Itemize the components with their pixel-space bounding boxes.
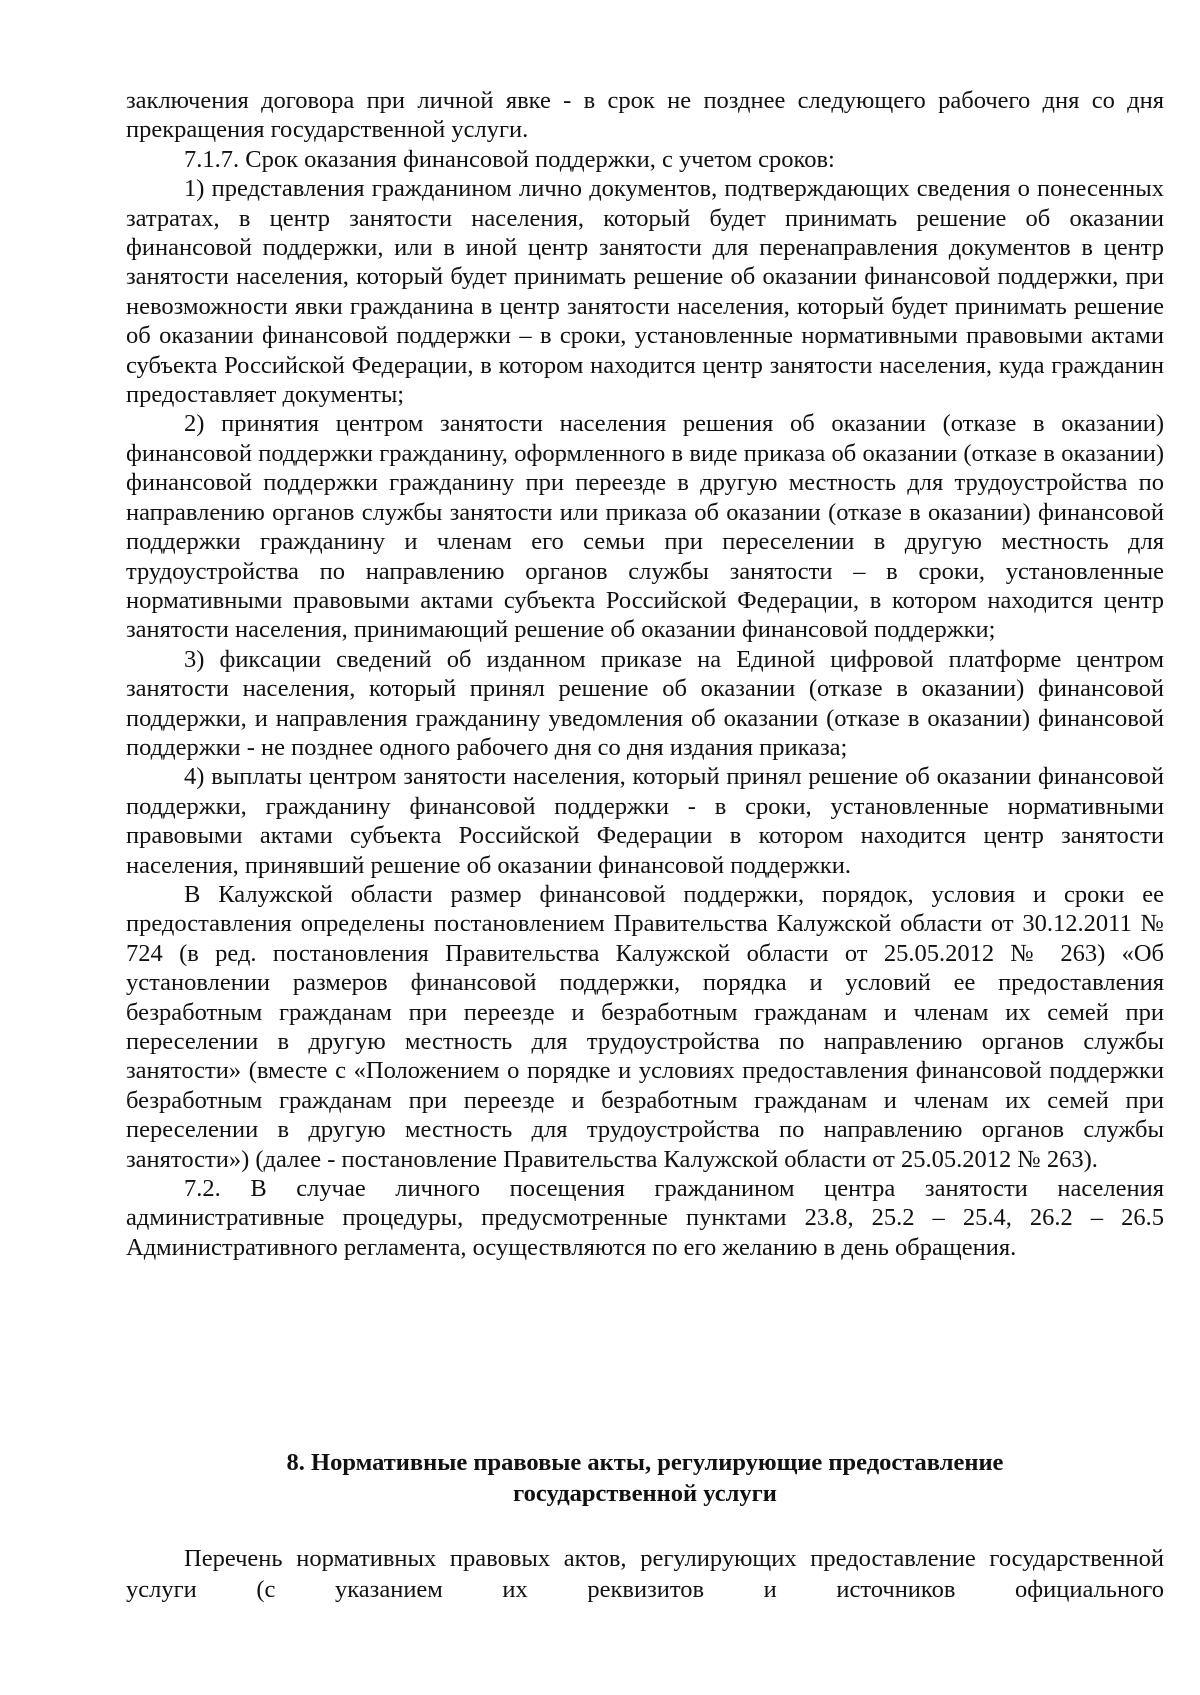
body-text	[126, 86, 1164, 1262]
paragraph-7-2: 7.2. В случае личного посещения гражданином центра занятости населения административные процедуры, предусмотренные пунктами 23.8, 25.2 – 25.4, 26.2 – 26.5 Административного регламента, осуществляются по его желанию в день обращения.	[126, 1175, 1164, 1261]
paragraph-continuation: заключения договора при личной явке - в срок не позднее следующего рабочего дня со дня прекращения государственной услуги.	[126, 87, 1164, 144]
paragraph-item-3: 3) фиксации сведений об изданном приказе на Единой цифровой платформе центром занятости населения, который принял решение об оказании (отказе в оказании) финансовой поддержки, и направления гражданину уведомления об оказании (отказе в оказании) финансовой поддержки - не позднее одного рабочего дня со дня издания приказа;	[126, 645, 1164, 761]
paragraph-item-1: 1) представления гражданином лично документов, подтверждающих сведения о понесенных затратах, в центр занятости населения, который будет принимать решение об оказании финансовой поддержки, или в иной центр занятости для перенаправления документов в центр занятости населения, который будет принимать решение об оказании финансовой поддержки, при невозможности явки гражданина в центр занятости населения, который будет принимать решение об оказании финансовой поддержки – в сроки, установленные нормативными правовыми актами субъекта Российской Федерации, в котором находится центр занятости населения, куда гражданин предоставляет документы;	[126, 175, 1164, 409]
section-heading-line-1: 8. Нормативные правовые акты, регулирующие предоставление	[286, 1449, 1004, 1476]
paragraph-7-1-7: 7.1.7. Срок оказания финансовой поддержки, с учетом сроков:	[184, 145, 835, 173]
paragraph-item-2: 2) принятия центром занятости населения решения об оказании (отказе в оказании) финансовой поддержки гражданину, оформленного в виде приказа об оказании (отказе в оказании) финансовой поддержки гражданину при переезде в другую местность для трудоустройства по направлению органов службы занятости или приказа об оказании (отказе в оказании) финансовой поддержки гражданину и членам его семьи при переселении в другую местность для трудоустройства по направлению органов службы занятости – в сроки, установленные нормативными правовыми актами субъекта Российской Федерации, в котором находится центр занятости населения, принимающий решение об оказании финансовой поддержки;	[126, 410, 1164, 644]
section-heading-line-2: государственной услуги	[513, 1480, 777, 1507]
paragraph-item-4: 4) выплаты центром занятости населения, который принял решение об оказании финансовой поддержки, гражданину финансовой поддержки - в сроки, установленные нормативными правовыми актами субъекта Российской Федерации в котором находится центр занятости населения, принявший решение об оказании финансовой поддержки.	[126, 763, 1164, 879]
paragraph-kaluga: В Калужской области размер финансовой поддержки, порядок, условия и сроки ее предоставления определены постановлением Правительства Калужской области от 30.12.2011 № 724 (в ред. постановления Правительства Калужской области от 25.05.2012 № 263) «Об установлении размеров финансовой поддержки, порядка и условий ее предоставления безработным гражданам при переезде и безработным гражданам и членам их семей при переселении в другую местность для трудоустройства по направлению органов службы занятости» (вместе с «Положением о порядке и условиях предоставления финансовой поддержки безработным гражданам при переезде и безработным гражданам и членам их семей при переселении в другую местность для трудоустройства по направлению органов службы занятости») (далее - постановление Правительства Калужской области от 25.05.2012 № 263).	[126, 880, 1164, 1173]
paragraph-tail: Перечень нормативных правовых актов, регулирующих предоставление государственной услуги (с указанием их реквизитов и источников официального	[126, 1545, 1164, 1603]
tail-text	[126, 1543, 1164, 1605]
section-heading	[126, 1447, 1164, 1509]
